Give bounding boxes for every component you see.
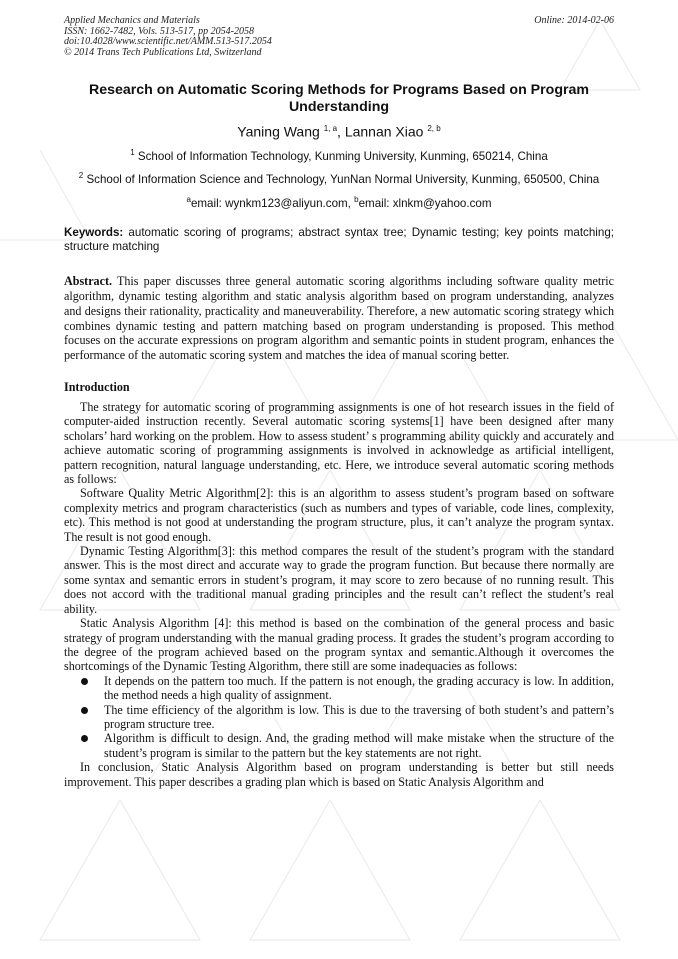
affiliation-text: School of Information Technology, Kunming University, Kunming, 650214, China <box>137 149 548 163</box>
affiliation-mark: 2 <box>78 171 84 181</box>
email-mark: a <box>186 195 191 205</box>
email-a[interactable]: email: wynkm123@aliyun.com, <box>190 197 355 211</box>
section-heading-introduction: Introduction <box>64 380 130 395</box>
body-paragraph: Dynamic Testing Algorithm[3]: this method compares the result of the student’s program with the standard answer. This is the most direct and accurate way to grade the program function. But because there normally are some syntax and semantic errors in student’s program, it may score to zero because of no running result. This does not accord with the traditional manual grading principles and the result can’t reflect the student’s real ability. <box>64 544 614 616</box>
copyright-line: © 2014 Trans Tech Publications Ltd, Switzerland <box>64 46 262 58</box>
body-paragraph: The strategy for automatic scoring of programming assignments is one of hot research issues in the field of computer-aided instruction recently. Several automatic scoring systems[1] have been designed after many scholars’ hard working on the problem. How to assess student’ s programming ability quickly and accurately and achieve automatic scoring of programming assignments is involved in acknowledge as artificial intelligent, pattern recognition, natural language understanding, etc. Here, we introduce several automatic scoring methods as follows: <box>64 400 614 487</box>
body-paragraph: Software Quality Metric Algorithm[2]: this is an algorithm to assess student’s program based on software complexity metrics and program characteristics (such as numbers and types of variable, code lines, complexity, etc). This method is not good at understanding the program structure, plus, it can’t analyze the program syntax. The result is not good enough. <box>64 486 614 544</box>
author-line <box>64 120 614 141</box>
affiliation-text: School of Information Science and Technology, YunNan Normal University, Kunming, 650500, China <box>86 172 600 186</box>
list-item-text: Algorithm is difficult to design. And, the grading method will make mistake when the structure of the student’s program is similar to the pattern but the key statements are not right. <box>104 731 614 760</box>
journal-name: Applied Mechanics and Materials <box>64 15 200 26</box>
keywords-text: automatic scoring of programs; abstract syntax tree; Dynamic testing; key points matching; structure matching <box>64 226 614 254</box>
paper-title: Research on Automatic Scoring Methods for Programs Based on Program Understanding <box>88 82 590 115</box>
paper-page <box>64 16 614 789</box>
email-mark: b <box>354 195 359 205</box>
author-name: Lannan Xiao <box>344 123 424 140</box>
keywords-label: Keywords: <box>64 226 124 240</box>
author-separator: , <box>337 123 345 140</box>
body-paragraph-conclusion: In conclusion, Static Analysis Algorithm based on program understanding is better but still needs improvement. This paper describes a grading plan which is based on Static Analysis Algorithm and <box>64 760 614 789</box>
bullet-dot-icon <box>81 678 88 685</box>
author-affiliation-mark: 1, a <box>323 124 338 133</box>
affiliation-2 <box>64 169 614 187</box>
author-affiliation-mark: 2, b <box>427 124 441 133</box>
list-item <box>64 731 614 760</box>
publication-header <box>64 16 614 58</box>
email-line <box>64 193 614 211</box>
affiliation-1 <box>64 146 614 164</box>
list-item <box>64 674 614 703</box>
body-paragraph: Static Analysis Algorithm [4]: this method is based on the combination of the general process and basic strategy of program understanding with the manual grading process. It grades the student’s program according to the degree of the program achieved based on the program syntax and semantic.Although it overcomes the shortcomings of the Dynamic Testing Algorithm, there still are some inadequacies as follows: <box>64 616 614 674</box>
inadequacy-list <box>64 674 614 760</box>
list-item-text: The time efficiency of the algorithm is low. This is due to the traversing of both student’s and pattern’s program structure tree. <box>104 702 614 731</box>
email-b[interactable]: email: xlnkm@yahoo.com <box>358 197 492 211</box>
list-item <box>64 703 614 732</box>
affiliation-mark: 1 <box>130 147 135 157</box>
abstract-text: This paper discusses three general automatic scoring algorithms including software quality metric algorithm, dynamic testing algorithm and static analysis algorithm based on program understanding, analyzes and designs their rationality, practicality and maneuverability. Therefore, a new automatic scoring strategy which combines dynamic testing and pattern matching based on program understanding is proposed. This method focuses on the accurate expressions on program algorithm and semantic points in student program, enhances the performance of the automatic scoring system and matches the idea of manual scoring better. <box>64 274 614 363</box>
online-date: Online: 2014-02-06 <box>534 15 614 26</box>
issn-line: ISSN: 1662-7482, Vols. 513-517, pp 2054-2058 <box>64 25 254 37</box>
keywords <box>64 226 614 254</box>
abstract <box>64 274 614 363</box>
bullet-dot-icon <box>81 735 88 742</box>
list-item-text: It depends on the pattern too much. If the pattern is not enough, the grading accuracy is low. In addition, the method needs a high quality of assignment. <box>104 673 614 703</box>
abstract-label: Abstract. <box>64 274 113 289</box>
author-name: Yaning Wang <box>237 123 320 140</box>
bullet-dot-icon <box>81 707 88 714</box>
doi-line[interactable]: doi:10.4028/www.scientific.net/AMM.513-517.2054 <box>64 36 272 47</box>
